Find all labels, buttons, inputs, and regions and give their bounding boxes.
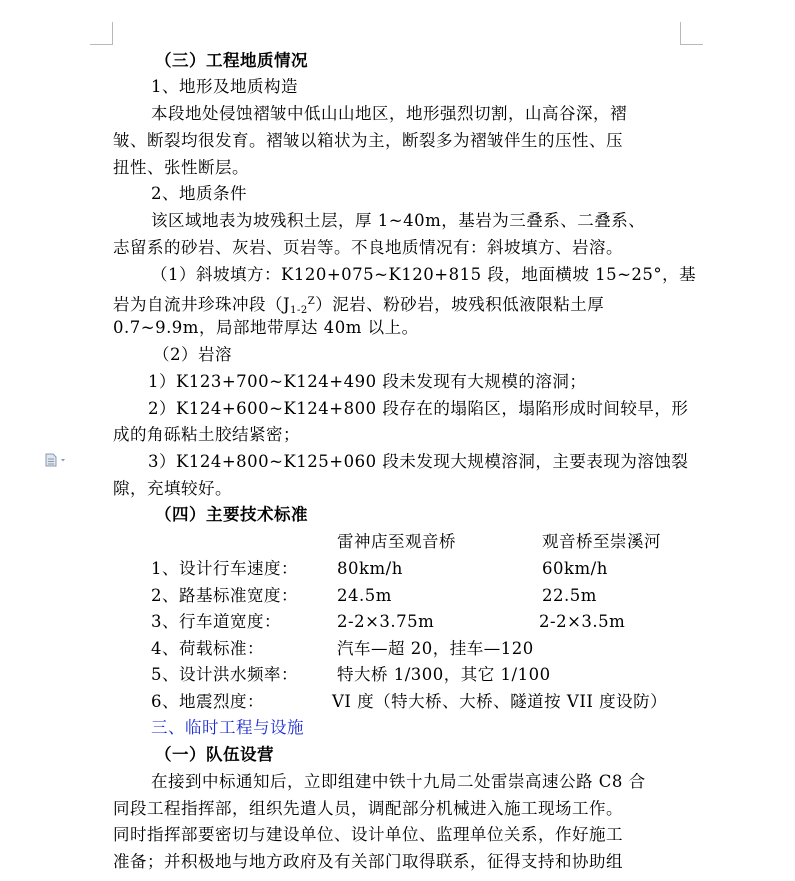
section-title-team: （一）队伍设营: [155, 745, 274, 764]
page-corner-mark-top-left: [90, 22, 113, 45]
dropdown-arrow-icon: [61, 459, 65, 462]
standards-row-label: 6、地震烈度：: [151, 692, 264, 711]
paragraph-line: 在接到中标通知后，立即组建中铁十九局二处雷崇高速公路 C8 合: [151, 772, 646, 791]
slope-line-1: （1）斜坡填方：K120+075~K120+815 段，地面横坡 15~25°，基: [151, 265, 697, 284]
section-title-geology: （三）工程地质情况: [155, 51, 308, 70]
standards-value: 22.5m: [542, 586, 597, 605]
paragraph-line: 同段工程指挥部，组织先遣人员，调配部分机械进入施工现场工作。: [113, 799, 623, 818]
paragraph-line: 准备；并积极地与地方政府及有关部门取得联系，征得支持和协助组: [113, 852, 623, 871]
standards-column-header: 观音桥至崇溪河: [542, 532, 661, 551]
karst-title: （2）岩溶: [153, 345, 232, 364]
standards-row-label: 5、设计洪水频率：: [151, 665, 298, 684]
standards-value-merged: 特大桥 1/300，其它 1/100: [337, 665, 551, 684]
subsection-title-conditions: 2、地质条件: [151, 184, 247, 203]
standards-row-label: 3、行车道宽度：: [151, 612, 281, 631]
document-icon: [45, 453, 67, 467]
section-title-standards: （四）主要技术标准: [155, 505, 308, 524]
karst-item-continuation: 隙，充填较好。: [113, 479, 232, 498]
subsection-title-terrain: 1、地形及地质构造: [151, 77, 298, 96]
karst-item-continuation: 成的角砾粘土胶结紧密；: [113, 425, 300, 444]
paragraph-line: 该区域地表为坡残积土层，厚 1~40m，基岩为三叠系、二叠系、: [151, 211, 646, 230]
standards-row-label: 1、设计行车速度：: [151, 559, 298, 578]
page-corner-mark-top-right: [680, 22, 703, 45]
standards-value: 80km/h: [337, 559, 403, 578]
standards-value: 2-2×3.75m: [337, 612, 435, 631]
paragraph-line: 皱、断裂均很发育。褶皱以箱状为主，断裂多为褶皱伴生的压性、压: [113, 131, 623, 150]
standards-value: 2-2×3.5m: [539, 612, 626, 631]
standards-value-merged: VI 度（特大桥、大桥、隧道按 VII 度设防）: [332, 692, 668, 711]
slope-line-2: [113, 289, 604, 315]
formula-superscript: Z: [307, 296, 316, 307]
standards-value: 24.5m: [337, 586, 392, 605]
paragraph-line: 同时指挥部要密切与建设单位、设计单位、监理单位关系，作好施工: [113, 825, 623, 844]
standards-row-label: 2、路基标准宽度：: [151, 586, 298, 605]
slope-line-3: 0.7~9.9m，局部地带厚达 40m 以上。: [113, 318, 419, 337]
standards-row-label: 4、荷载标准：: [151, 639, 264, 658]
standards-column-header: 雷神店至观音桥: [337, 532, 456, 551]
standards-value-merged: 汽车—超 20，挂车—120: [337, 639, 534, 658]
standards-value: 60km/h: [542, 559, 608, 578]
paragraph-line: 扭性、张性断层。: [113, 158, 249, 177]
formula-subscript: 1-2: [290, 305, 308, 316]
slope-line-2-prefix: 岩为自流井珍珠冲段（J: [113, 295, 291, 314]
karst-item: 2）K124+600~K124+800 段存在的塌陷区，塌陷形成时间较早，形: [148, 399, 689, 418]
document-options-icon[interactable]: [45, 452, 67, 466]
slope-line-2-suffix: ）泥岩、粉砂岩，坡残积低液限粘土厚: [315, 295, 605, 314]
paragraph-line: 本段地处侵蚀褶皱中低山山地区，地形强烈切割，山高谷深，褶: [151, 104, 627, 123]
heading-temporary-works: 三、临时工程与设施: [151, 718, 304, 737]
karst-item: 3）K124+800~K125+060 段未发现大规模溶洞，主要表现为溶蚀裂: [148, 452, 689, 471]
karst-item: 1）K123+700~K124+490 段未发现有大规模的溶洞；: [148, 372, 587, 391]
paragraph-line: 志留系的砂岩、灰岩、页岩等。不良地质情况有：斜坡填方、岩溶。: [113, 238, 623, 257]
